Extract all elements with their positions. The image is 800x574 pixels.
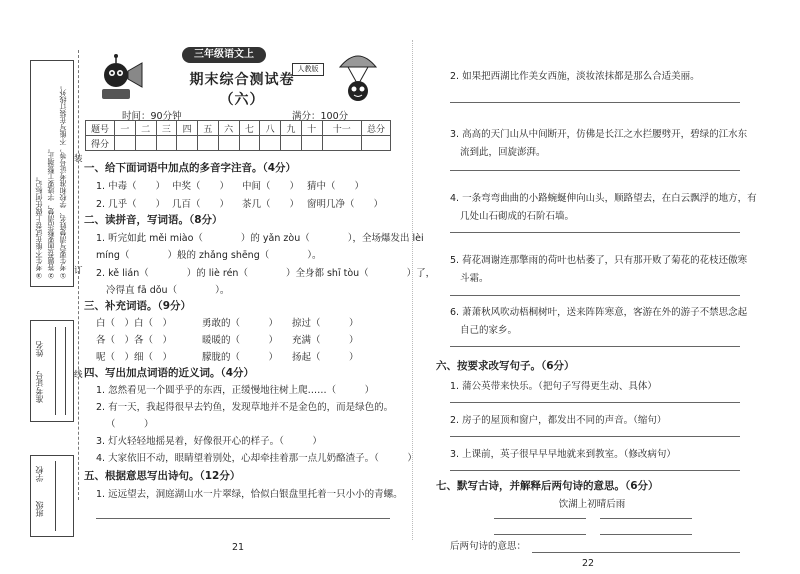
q1-item: 1. 中毒（ ） — [96, 181, 166, 192]
score-col: 二 — [135, 121, 156, 136]
score-col-label: 题号 — [86, 121, 115, 136]
q5-item-cont: 斗霜。 — [460, 273, 489, 284]
score-cell[interactable] — [177, 136, 198, 151]
mascot-loudspeaker-icon — [96, 53, 150, 103]
poem-line[interactable] — [494, 534, 586, 535]
answer-line[interactable] — [450, 102, 740, 103]
score-cell[interactable] — [135, 136, 156, 151]
q5-item-cont: 流到此，回旋澎湃。 — [460, 147, 546, 158]
q5-heading: 五、根据意思写出诗句。（12分） — [84, 470, 241, 482]
score-col: 八 — [260, 121, 281, 136]
q2-line: míng（ ）般的 zhǎng shēng（ ）。 — [96, 250, 322, 261]
edition-badge: 人教版 — [292, 63, 324, 76]
time-label: 时间：90分钟 — [122, 111, 182, 122]
q1-item: 窗明几净（ ） — [307, 199, 384, 210]
q5-item: 6. 萧萧秋风吹动梧桐树叶，送来阵阵寒意，客游在外的游子不禁思念起 — [450, 307, 748, 318]
q1-item: 2. 几乎（ ） — [96, 199, 166, 210]
q1-item: 中间（ ） — [242, 181, 300, 192]
q3-item: 充满（ ） — [292, 335, 359, 346]
score-cell[interactable] — [322, 136, 362, 151]
score-cell[interactable] — [198, 136, 219, 151]
score-col: 五 — [198, 121, 219, 136]
mascot-balloon-icon — [330, 45, 390, 105]
page-divider — [412, 40, 413, 540]
score-col: 四 — [177, 121, 198, 136]
poem-line[interactable] — [600, 534, 692, 535]
left-page — [82, 40, 436, 560]
school-box — [30, 455, 74, 537]
answer-line[interactable] — [450, 402, 740, 403]
binding-label-xian: 线 — [74, 370, 83, 380]
q5-item: 4. 一条弯弯曲曲的小路蜿蜒伸向山头，顺路望去，在白云飘浮的地方，有 — [450, 193, 757, 204]
notes-box — [30, 60, 74, 287]
q4-item: 4. 大家依旧不动，眼睛望着别处，心却牵挂着那一点儿奶酪渣子。（ ） — [96, 453, 417, 464]
q3-item: 暖暖的（ ） — [202, 335, 279, 346]
score-table-score-row — [86, 136, 391, 151]
answer-line[interactable] — [450, 295, 740, 296]
score-cell[interactable] — [115, 136, 136, 151]
binding-label-ding: 订 — [74, 266, 83, 276]
score-col-total: 总分 — [362, 121, 391, 136]
series-pill: 三年级语文上 — [182, 47, 266, 63]
score-table-header-row — [86, 121, 391, 136]
candidate-box — [30, 320, 74, 422]
score-col: 六 — [218, 121, 239, 136]
name-label: 姓名 — [35, 341, 44, 357]
q6-heading: 六、按要求改写句子。（6分） — [436, 360, 575, 372]
score-table — [85, 120, 391, 151]
score-cell[interactable] — [156, 136, 177, 151]
score-cell[interactable] — [239, 136, 260, 151]
answer-line[interactable] — [450, 470, 740, 471]
exam-no-field[interactable] — [65, 327, 66, 415]
q1-heading: 一、给下面词语中加点的多音字注音。（4分） — [84, 162, 297, 174]
q3-heading: 三、补充词语。（9分） — [84, 300, 192, 312]
q2-line: 2. kě lián（ ）的 liè rén（ ）全身都 shī tòu（ ）了， — [96, 268, 436, 279]
school-field[interactable] — [55, 461, 56, 531]
q1-item: 几百（ ） — [172, 199, 230, 210]
q4-item: （ ） — [106, 419, 154, 430]
q3-item: 朦胧的（ ） — [202, 352, 279, 363]
q5-item: 2. 如果把西湖比作美女西施，淡妆浓抹都是那么合适美丽。 — [450, 71, 700, 82]
note-3: ③考生不能在试卷上做任何标记。 — [35, 173, 43, 279]
q3-item: 白（ ）白（ ） — [96, 318, 173, 329]
q2-line: 冷得直 fā dǒu（ ）。 — [106, 285, 230, 296]
score-col: 十一 — [322, 121, 362, 136]
name-field[interactable] — [55, 327, 56, 415]
q7-heading: 七、默写古诗，并解释后两句诗的意思。（6分） — [436, 480, 659, 492]
score-cell[interactable] — [260, 136, 281, 151]
poem-line[interactable] — [494, 518, 586, 519]
q1-item: 茶几（ ） — [242, 199, 300, 210]
q2-heading: 二、读拼音，写词语。（8分） — [84, 214, 223, 226]
header-banner — [92, 45, 392, 108]
q6-item: 3. 上课前，英子很早早早地就来到教室。（修改病句） — [450, 449, 676, 460]
answer-line[interactable] — [532, 552, 740, 553]
q3-item: 呢（ ）细（ ） — [96, 352, 173, 363]
note-1: ①考生要写清楚姓名、学校和准考证号等，不能写在装订线外。 — [59, 82, 67, 279]
q6-item: 1. 蒲公英带来快乐。（把句子写得更生动、具体） — [450, 381, 657, 392]
school-label: 学校 — [35, 466, 44, 482]
q4-item: 2. 有一天，我起得很早去钓鱼，发现草地并不是金色的，而是绿色的。 — [96, 402, 394, 413]
q6-item: 2. 房子的屋顶和窗户，都发出不同的声音。（缩句） — [450, 415, 667, 426]
page-number-left: 21 — [232, 542, 245, 553]
score-cell[interactable] — [362, 136, 391, 151]
right-page — [432, 40, 757, 569]
poem-line[interactable] — [600, 518, 692, 519]
answer-line[interactable] — [450, 170, 740, 171]
q4-item: 3. 灯火轻轻地摇晃着，好像很开心的样子。（ ） — [96, 436, 322, 447]
answer-line[interactable] — [450, 232, 740, 233]
q1-item: 猜中（ ） — [307, 181, 365, 192]
page-number-right: 22 — [582, 558, 595, 569]
q5-item: 1. 远远望去，洞庭湖山水一片翠绿，恰似白银盘里托着一只小小的青螺。 — [96, 489, 403, 500]
note-2: ②答题卷面要整洁清楚，字迹要工整端正。 — [47, 145, 55, 279]
class-label: 班级 — [35, 501, 44, 517]
binding-label-zhuang: 装 — [74, 154, 83, 164]
score-col: 九 — [281, 121, 302, 136]
q3-item: 掠过（ ） — [292, 318, 359, 329]
exam-title: 期末综合测试卷（六） — [189, 72, 295, 108]
exam-no-label: 准考证号 — [35, 371, 44, 403]
q5-item-cont: 几处山石砌成的石阶石墙。 — [460, 211, 575, 222]
binding-strip — [30, 50, 83, 517]
q5-item: 5. 荷花凋谢连那擎雨的荷叶也枯萎了，只有那开败了菊花的花枝还傲寒 — [450, 255, 748, 266]
answer-line[interactable] — [450, 346, 740, 347]
score-col: 十 — [301, 121, 322, 136]
answer-line[interactable] — [450, 436, 740, 437]
score-col: 三 — [156, 121, 177, 136]
score-row-label: 得分 — [86, 136, 115, 151]
score-cell[interactable] — [218, 136, 239, 151]
q4-heading: 四、写出加点词语的近义词。（4分） — [84, 367, 255, 379]
q4-item: 1. 忽然看见一个圆乎乎的东西，正缓慢地往树上爬……（ ） — [96, 385, 375, 396]
meaning-label: 后两句诗的意思： — [450, 541, 527, 552]
q5-item-cont: 自己的家乡。 — [460, 325, 518, 336]
q1-item: 中奖（ ） — [172, 181, 230, 192]
q3-item: 勇敢的（ ） — [202, 318, 279, 329]
q3-item: 各（ ）各（ ） — [96, 335, 173, 346]
q5-item: 3. 高高的天门山从中间断开，仿佛是长江之水拦腰劈开，碧绿的江水东 — [450, 129, 748, 140]
poem-title: 饮湖上初晴后雨 — [558, 499, 626, 510]
score-col: 七 — [239, 121, 260, 136]
score-col: 一 — [115, 121, 136, 136]
score-cell[interactable] — [301, 136, 322, 151]
score-cell[interactable] — [281, 136, 302, 151]
q2-line: 1. 听完如此 měi miào（ ）的 yǎn zòu（ ），全场爆发出 lèi — [96, 233, 424, 244]
full-score-label: 满分：100分 — [292, 111, 349, 122]
answer-line[interactable] — [96, 518, 390, 519]
q3-item: 扬起（ ） — [292, 352, 359, 363]
